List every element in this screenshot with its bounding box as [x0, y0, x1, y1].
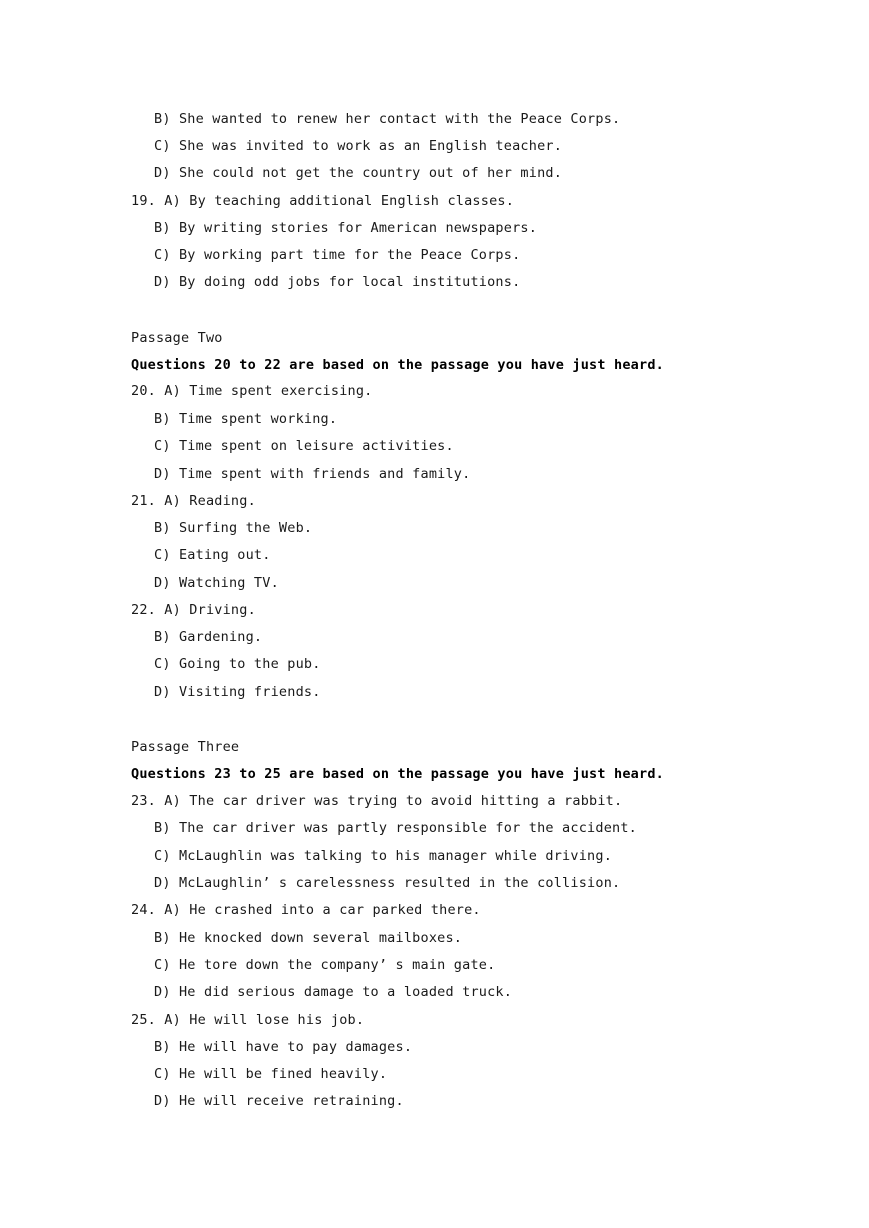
q24-option-b: B) He knocked down several mailboxes. [154, 930, 463, 946]
q25-option-d: D) He will receive retraining. [154, 1093, 404, 1109]
q19-option-b: B) By writing stories for American newspapers. [154, 220, 538, 236]
q19-option-c: C) By working part time for the Peace Corps. [154, 247, 521, 263]
q21-option-a: 21. A) Reading. [131, 493, 256, 509]
q22-option-c: C) Going to the pub. [154, 656, 321, 672]
q25-option-c: C) He will be fined heavily. [154, 1066, 388, 1082]
q18-option-b: B) She wanted to renew her contact with the Peace Corps. [154, 111, 621, 127]
q20-option-d: D) Time spent with friends and family. [154, 466, 471, 482]
q21-option-d: D) Watching TV. [154, 575, 279, 591]
q22-option-b: B) Gardening. [154, 629, 263, 645]
q19-option-d: D) By doing odd jobs for local institutions. [154, 274, 521, 290]
q18-option-d: D) She could not get the country out of her mind. [154, 165, 563, 181]
q23-option-a: 23. A) The car driver was trying to avoid hitting a rabbit. [131, 793, 623, 809]
q18-option-c: C) She was invited to work as an English teacher. [154, 138, 563, 154]
q22-option-a: 22. A) Driving. [131, 602, 256, 618]
q20-option-b: B) Time spent working. [154, 411, 338, 427]
passage-two-instruction: Questions 20 to 22 are based on the passage you have just heard. [131, 357, 664, 373]
q22-option-d: D) Visiting friends. [154, 684, 321, 700]
q23-option-b: B) The car driver was partly responsible for the accident. [154, 820, 638, 836]
q21-option-c: C) Eating out. [154, 547, 271, 563]
q20-option-a: 20. A) Time spent exercising. [131, 383, 373, 399]
q24-option-a: 24. A) He crashed into a car parked there. [131, 902, 481, 918]
q23-option-c: C) McLaughlin was talking to his manager while driving. [154, 848, 613, 864]
passage-two-heading: Passage Two [131, 330, 223, 346]
passage-three-heading: Passage Three [131, 739, 240, 755]
q21-option-b: B) Surfing the Web. [154, 520, 313, 536]
q19-option-a: 19. A) By teaching additional English classes. [131, 193, 515, 209]
q24-option-c: C) He tore down the company’ s main gate. [154, 957, 496, 973]
q20-option-c: C) Time spent on leisure activities. [154, 438, 454, 454]
q23-option-d: D) McLaughlin’ s carelessness resulted in the collision. [154, 875, 621, 891]
q25-option-a: 25. A) He will lose his job. [131, 1012, 365, 1028]
passage-three-instruction: Questions 23 to 25 are based on the passage you have just heard. [131, 766, 664, 782]
q25-option-b: B) He will have to pay damages. [154, 1039, 413, 1055]
q24-option-d: D) He did serious damage to a loaded truck. [154, 984, 513, 1000]
